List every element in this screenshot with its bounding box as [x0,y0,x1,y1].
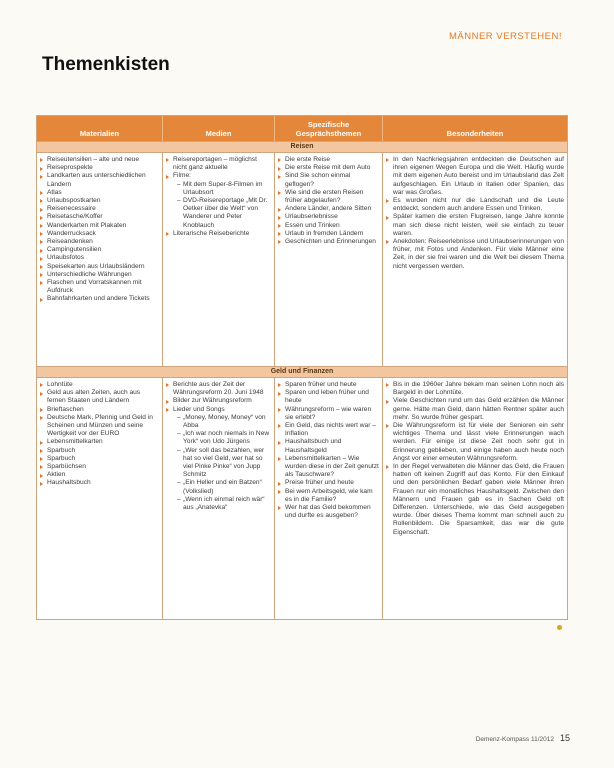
list-item [40,254,159,262]
sub-list-item: – Mit dem Super-8-Filmen im Urlaubsort [177,181,271,197]
list-item-text: Reiseprospekte [47,164,93,172]
list-item-text: Atlas [47,188,62,196]
table-header [37,116,567,141]
table-row-geld [37,378,567,619]
list-item-text: Deutsche Mark, Pfennig und Geld in Scheinen und Münzen und seine Wertigkeit vor der EURO [47,413,153,438]
list-item [40,438,159,446]
list-item-text: Sparen früher und heute [285,381,357,388]
list-item [278,189,379,205]
list-item [278,479,379,487]
list-item [278,222,379,230]
list-item-text: Die Währungsreform ist für viele der Senioren ein sehr wichtiges Thema und lässt viele Erinnerungen wach werden. Für einige ist diese Zeit noch sehr gut in Erinnerung geblieben, und einige haben auch heute noch Angst vor einer erneuten Währungsreform. [393,422,564,462]
list-item-text: Filme: [173,172,191,180]
list-item [278,422,379,438]
list-item [40,164,159,172]
list-item [40,246,159,254]
list-materialien [40,381,159,488]
list-item-text: Wanderkarten mit Plakaten [47,221,127,229]
list-item-text: In der Regel verwalteten die Männer das Geld, die Frauen hatten oft keinen Zugriff auf das Konto. Für den Einkauf und den persönlichen Bedarf gaben viele Männer ihren Frauen nur ein monatliches Haushaltsgeld. Zwischen den Männern und Frauen gab es in Sachen Geld oft Differenzen. Unterschiede, wie das Geld ausgegeben wurde. Über dieses Thema kommt man schnell auch zu Rollenbildern. Die Sparsamkeit, das war die gute Eigenschaft. [393,463,564,536]
list-item [166,381,271,397]
sub-list-item: – DVD-Reisereportage „Mit Dr. Oetker über die Welt“ von Wanderer und Peter Knoblauch [177,197,271,230]
list-item-text: Wanderrucksack [47,229,96,237]
list-item-text: Haushaltsbuch [47,479,91,487]
list-item-text: Viele Geschichten rund um das Geld erzählen die Männer gerne. Hätte man Geld, dann hätten Rentner später auch mehr. So wurde früher gespart. [393,397,564,421]
list-item-text: Urlaubspostkarten [47,197,101,205]
list-item-text: Es wurden nicht nur die Landschaft und die Leute entdeckt, sondern auch andere Essen und Trinken. [393,197,564,213]
list-item-text: Sparbuch [47,454,76,462]
list-item [40,189,159,197]
list-item-text: Wer hat das Geld bekommen und durfte es ausgeben? [285,504,371,520]
list-item-text: Sparbuch [47,446,76,454]
cell-materialien [37,153,163,366]
list-item [278,389,379,405]
list-item [40,414,159,439]
list-item-text: Urlaub in fremden Ländern [285,229,364,237]
list-item [278,455,379,480]
list-item [40,222,159,230]
page-number: 15 [559,733,570,743]
list-item-text: Sparen und leben früher und heute [285,389,369,405]
list-item-text: Ein Geld, das nichts wert war – Inflation [285,422,376,438]
list-item-text: Sparbüchsen [47,463,86,471]
list-item [166,172,271,229]
sub-list [177,181,271,230]
cell-gespraechsthemen [275,153,383,366]
list-item-text: Preise früher und heute [285,479,354,487]
sub-list-item: – „Ich war noch niemals in New York“ von Udo Jürgens [177,430,271,446]
list-item-text: Geld aus alten Zeiten, auch aus fernen Staaten und Ländern [47,389,141,405]
list-item [40,279,159,295]
list-item-text: Brieftaschen [47,405,84,413]
list-item-text: Lieder und Songs [173,405,225,413]
sub-list-item: – „Wer soll das bezahlen, wer hat so viel Geld, wer hat so viel Pinke Pinke“ von Jupp Schmitz [177,447,271,480]
list-item-text: Andere Länder, andere Sitten [285,205,372,213]
list-item-text: Die erste Reise [285,156,331,163]
list-item-text: Währungsreform – wie waren sie erlebt? [285,405,372,421]
list-item-text: Reisetasche/Koffer [47,213,103,221]
list-item-text: Haushaltsbuch und Haushaltsgeld [285,438,342,454]
section-title-reisen: Reisen [37,141,567,153]
page-footer [476,733,570,743]
list-item [40,238,159,246]
list-item [386,156,564,197]
list-item [278,164,379,172]
list-item [278,230,379,238]
list-item [40,271,159,279]
table-row-reisen [37,153,567,366]
list-item [386,197,564,213]
themes-table [36,115,568,620]
magazine-brand: MÄNNER VERSTEHEN! [448,31,562,42]
list-item-text: Landkarten aus unterschiedlichen Ländern [47,172,146,188]
list-item-text: Lohntüte [47,381,73,388]
list-item-text: Reiseutensilien – alte und neue [47,156,140,163]
page-title: Themenkisten [42,54,170,75]
cell-materialien [37,378,163,619]
sub-list-item: – „Ein Heller und ein Batzen“ (Volkslied) [177,479,271,495]
list-item-text: Die erste Reise mit dem Auto [285,164,371,172]
list-item [386,381,564,397]
list-item-text: Reiseandenken [47,238,93,246]
list-gespraechsthemen [278,156,379,246]
cell-medien [163,378,275,619]
list-item-text: Bilder zur Währungsreform [173,397,252,405]
list-item-text: Aktien [47,471,66,479]
list-item [40,406,159,414]
list-medien [166,381,271,512]
sub-list-item: – „Wenn ich einmal reich wär“ aus „Anatevka“ [177,496,271,512]
list-item [40,295,159,303]
list-item [166,156,271,172]
list-item-text: Berichte aus der Zeit der Währungsreform 20. Juni 1948 [173,381,264,397]
list-item [40,197,159,205]
list-item-text: Literarische Reiseberichte [173,229,250,237]
list-item-text: Reisenecessaire [47,205,96,213]
list-item [278,504,379,520]
list-besonderheiten [386,381,564,537]
list-materialien [40,156,159,304]
cell-besonderheiten [383,378,567,619]
list-item [40,230,159,238]
list-item-text: In den Nachkriegsjahren entdeckten die Deutschen auf ihren eigenen Wegen Europa und die Welt. Häufig wurde mit dem eigenen Auto bereist und im Urlaubsland das Zelt aufgeschlagen. Ein Urlaub in Italien oder Spanien, das war was Großes. [393,156,564,196]
sub-list [177,414,271,512]
list-gespraechsthemen [278,381,379,520]
list-item [40,263,159,271]
list-item [166,397,271,405]
list-item [40,381,159,389]
list-item-text: Unterschiedliche Währungen [47,270,132,278]
list-item [40,455,159,463]
section-title-geld: Geld und Finanzen [37,366,567,378]
list-item-text: Bahnfahrkarten und andere Tickets [47,295,150,303]
list-item-text: Bis in die 1960er Jahre bekam man seinen Lohn noch als Bargeld in der Lohntüte. [393,381,564,397]
list-item-text: Bei wem Arbeitsgeld, wie kam es in die Familie? [285,487,373,503]
list-item-text: Sind Sie schon einmal geflogen? [285,172,351,188]
list-item-text: Flaschen und Vorratskannen mit Aufdruck [47,279,142,295]
cell-besonderheiten [383,153,567,366]
list-item [40,213,159,221]
list-item [166,230,271,238]
list-item [278,213,379,221]
list-item [40,479,159,487]
list-item [40,205,159,213]
list-item-text: Lebensmittelkarten – Wie wurden diese in der Zeit genutzt als Tauschware? [285,454,379,479]
header-materialien: Materialien [37,116,163,141]
cell-medien [163,153,275,366]
list-medien [166,156,271,238]
list-item [40,389,159,405]
list-item-text: Geschichten und Erinnerungen [285,238,376,246]
list-item [386,463,564,537]
list-item [278,488,379,504]
list-item [278,172,379,188]
list-item [278,205,379,213]
list-item [386,238,564,271]
list-item [40,172,159,188]
list-item [278,438,379,454]
list-item [40,471,159,479]
sub-list-item: – „Money, Money, Money“ von Abba [177,414,271,430]
list-item [278,238,379,246]
list-item-text: Anekdoten: Reiseerlebnisse und Urlaubserinnerungen von früher, mit Fotos und Andenken. Für viele Männer eine Zeit, in der sie frei waren und die Welt bei diesem Thema nicht vergessen werden. [393,238,564,270]
list-item-text: Campingutensilien [47,246,102,254]
cell-gespraechsthemen [275,378,383,619]
list-item [40,463,159,471]
header-gespraechsthemen: Spezifische Gesprächsthemen [275,116,383,141]
decorative-dot [557,625,562,630]
list-besonderheiten [386,156,564,271]
list-item [386,397,564,422]
header-besonderheiten: Besonderheiten [446,129,504,138]
header-medien: Medien [163,116,275,141]
list-item-text: Lebensmittelkarten [47,438,103,446]
publication-name: Demenz-Kompass 11/2012 [475,736,554,743]
list-item-text: Urlaubsfotos [47,254,85,262]
list-item [386,422,564,463]
list-item-text: Urlaubserlebnisse [285,213,338,221]
list-item-text: Wie sind die ersten Reisen früher abgelaufen? [285,188,364,205]
list-item [278,381,379,389]
list-item-text: Speisekarten aus Urlaubsländern [47,262,145,270]
list-item [166,406,271,513]
list-item-text: Später kamen die ersten Flugreisen, lange Jahre konnte man sich diese nicht leisten, weil sie einfach zu teuer waren. [393,213,564,237]
list-item-text: Reisereportagen – möglichst nicht ganz aktuelle [173,156,257,172]
list-item [278,156,379,164]
list-item [40,156,159,164]
list-item-text: Essen und Trinken [285,221,340,229]
list-item [278,406,379,422]
list-item [386,213,564,238]
list-item [40,447,159,455]
